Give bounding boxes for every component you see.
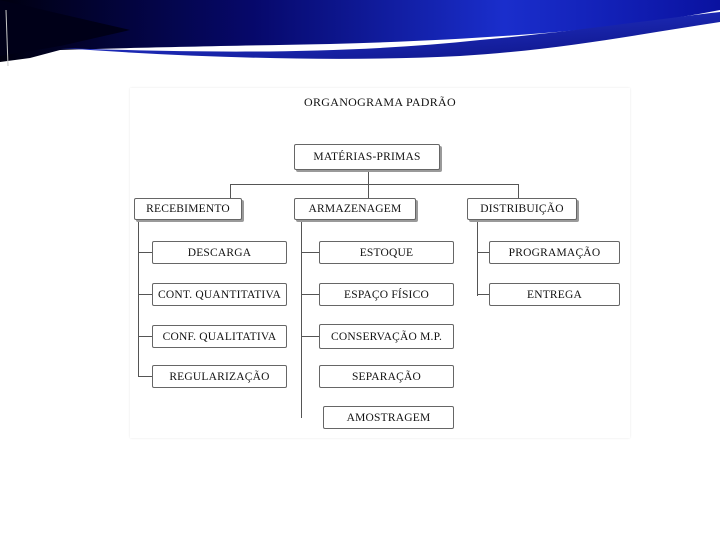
spine-recebimento <box>138 220 139 376</box>
spine-armazenagem <box>301 220 302 418</box>
branch-conf-qualitativa <box>138 336 152 337</box>
branch-descarga <box>138 252 152 253</box>
node-regularizacao: REGULARIZAÇÃO <box>152 365 287 388</box>
dept-armazenagem: ARMAZENAGEM <box>294 198 416 220</box>
branch-regularizacao <box>138 376 152 377</box>
branch-conservacao <box>301 336 319 337</box>
connector-distribuicao-up <box>518 184 519 198</box>
node-estoque: ESTOQUE <box>319 241 454 264</box>
node-espaco-fisico: ESPAÇO FÍSICO <box>319 283 454 306</box>
organogram-title: ORGANOGRAMA PADRÃO <box>304 95 456 109</box>
branch-programacao <box>477 252 489 253</box>
connector-horizontal <box>230 184 518 185</box>
node-entrega: ENTREGA <box>489 283 620 306</box>
spine-distribuicao <box>477 220 478 296</box>
branch-estoque <box>301 252 319 253</box>
node-descarga: DESCARGA <box>152 241 287 264</box>
node-programacao: PROGRAMAÇÃO <box>489 241 620 264</box>
connector-root-down <box>368 170 369 184</box>
branch-entrega <box>477 294 489 295</box>
connector-recebimento-up <box>230 184 231 198</box>
dept-distribuicao: DISTRIBUIÇÃO <box>467 198 577 220</box>
node-conf-qualitativa: CONF. QUALITATIVA <box>152 325 287 348</box>
node-separacao: SEPARAÇÃO <box>319 365 454 388</box>
slide-header-swoosh <box>0 0 720 80</box>
node-amostragem: AMOSTRAGEM <box>323 406 454 429</box>
root-node: MATÉRIAS-PRIMAS <box>294 144 440 170</box>
branch-espaco-fisico <box>301 294 319 295</box>
branch-cont-quantitativa <box>138 294 152 295</box>
node-conservacao-mp: CONSERVAÇÃO M.P. <box>319 324 454 349</box>
node-cont-quantitativa: CONT. QUANTITATIVA <box>152 283 287 306</box>
connector-armazenagem-up <box>368 184 369 198</box>
organogram-image <box>130 88 630 438</box>
dept-recebimento: RECEBIMENTO <box>134 198 242 220</box>
